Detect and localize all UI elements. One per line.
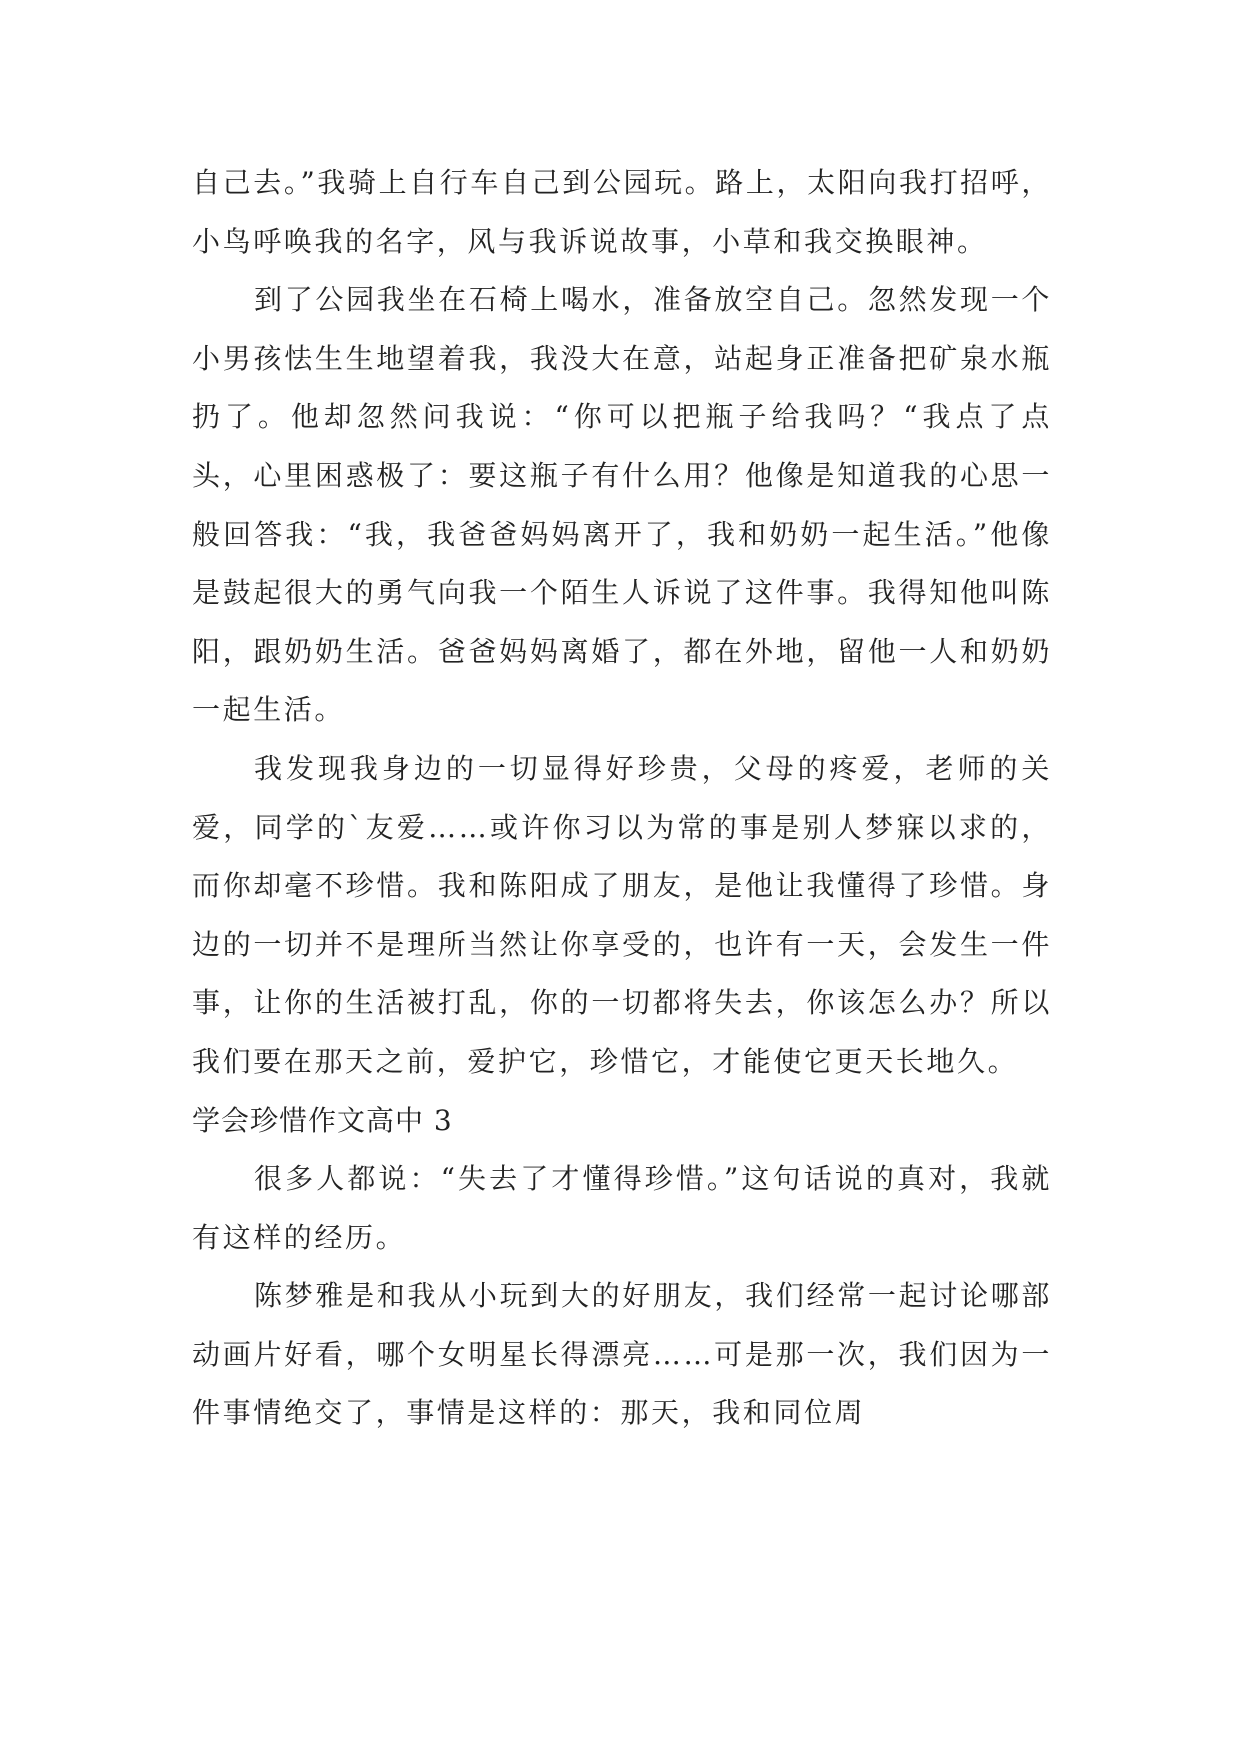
document-body: [192, 154, 1052, 1443]
paragraph-park: 到了公园我坐在石椅上喝水，准备放空自己。忽然发现一个小男孩怯生生地望着我，我没大在意，站起身正准备把矿泉水瓶扔了。他却忽然问我说：“你可以把瓶子给我吗？“我点了点头，心里困惑极了：要这瓶子有什么用？他像是知道我的心思一般回答我：“我，我爸爸妈妈离开了，我和奶奶一起生活。”他像是鼓起很大的勇气向我一个陌生人诉说了这件事。我得知他叫陈阳，跟奶奶生活。爸爸妈妈离婚了，都在外地，留他一人和奶奶一起生活。: [192, 283, 1052, 727]
paragraph-saying: 很多人都说：“失去了才懂得珍惜。”这句话说的真对，我就有这样的经历。: [192, 1162, 1052, 1254]
paragraph-cherish: 我发现我身边的一切显得好珍贵，父母的疼爱，老师的关爱，同学的`友爱……或许你习以为常的事是别人梦寐以求的，而你却毫不珍惜。我和陈阳成了朋友，是他让我懂得了珍惜。身边的一切并不是理所当然让你享受的，也许有一天，会发生一件事，让你的生活被打乱，你的一切都将失去，你该怎么办？所以我们要在那天之前，爱护它，珍惜它，才能使它更天长地久。: [192, 751, 1052, 1078]
section-heading: 学会珍惜作文高中 3: [192, 1103, 453, 1137]
paragraph-continued: 自己去。”我骑上自行车自己到公园玩。路上，太阳向我打招呼，小鸟呼唤我的名字，风与我诉说故事，小草和我交换眼神。: [192, 166, 1052, 258]
paragraph-friend: 陈梦雅是和我从小玩到大的好朋友，我们经常一起讨论哪部动画片好看，哪个女明星长得漂亮……可是那一次，我们因为一件事情绝交了，事情是这样的：那天，我和同位周: [192, 1279, 1052, 1430]
